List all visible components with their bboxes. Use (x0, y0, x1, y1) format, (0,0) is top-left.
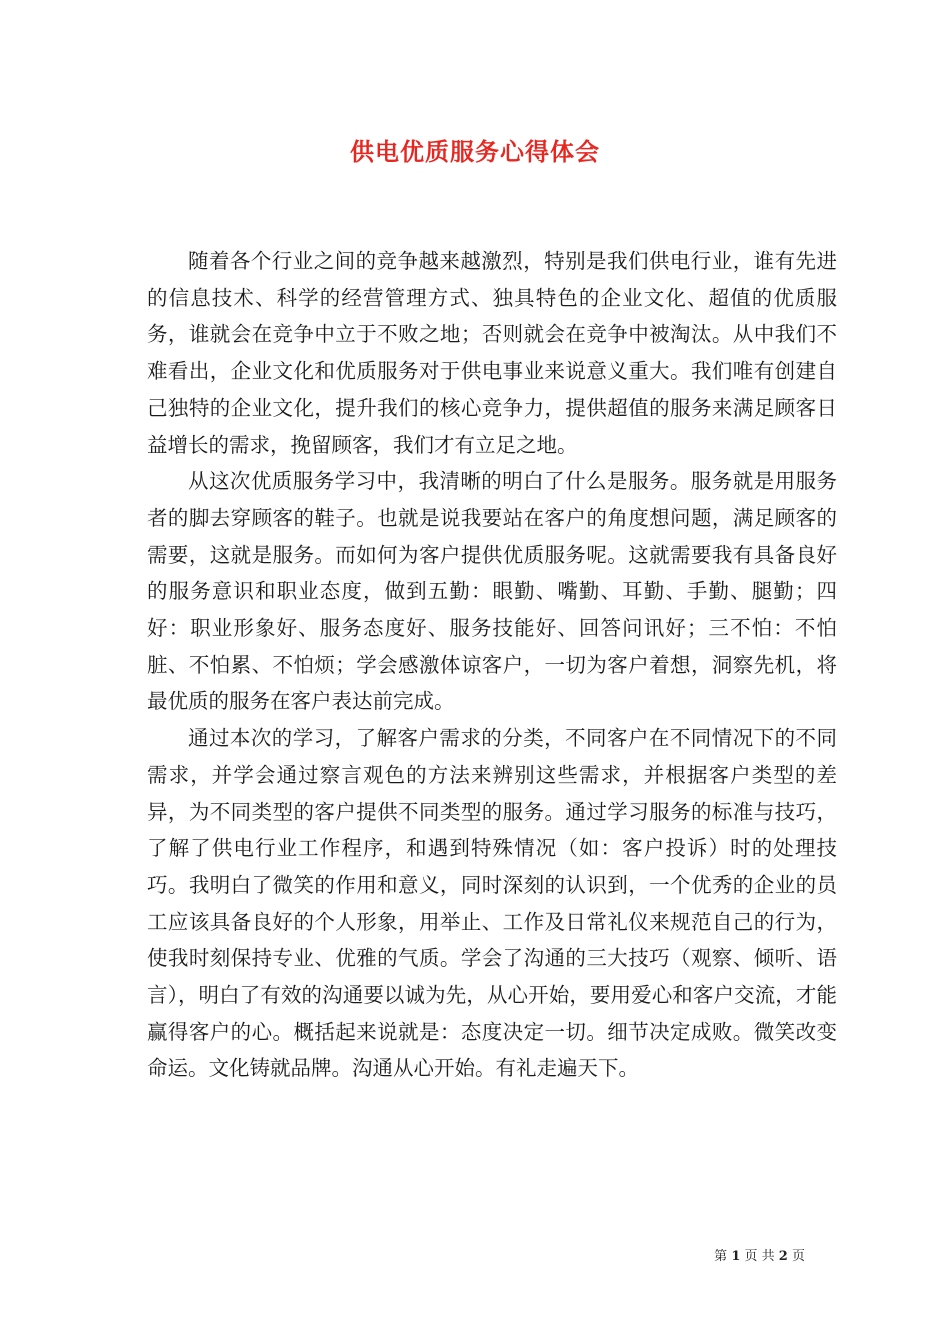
page-footer (714, 1245, 805, 1264)
paragraph-1: 随着各个行业之间的竞争越来越激烈，特别是我们供电行业，谁有先进的信息技术、科学的经营管理方式、独具特色的企业文化、超值的优质服务，谁就会在竞争中立于不败之地；否则就会在竞争中被淘汰。从中我们不难看出，企业文化和优质服务对于供电事业来说意义重大。我们唯有创建自己独特的企业文化，提升我们的核心竞争力，提供超值的服务来满足顾客日益增长的需求，挽留顾客，我们才有立足之地。 (147, 249, 837, 457)
footer-middle: 页 共 (744, 1249, 775, 1264)
document-title: 供电优质服务心得体会 (350, 137, 600, 166)
document-body (147, 243, 837, 1087)
paragraph-3: 通过本次的学习，了解客户需求的分类，不同客户在不同情况下的不同需求，并学会通过察言观色的方法来辨别这些需求，并根据客户类型的差异，为不同类型的客户提供不同类型的服务。通过学习服务的标准与技巧，了解了供电行业工作程序，和遇到特殊情况（如：客户投诉）时的处理技巧。我明白了微笑的作用和意义，同时深刻的认识到，一个优秀的企业的员工应该具备良好的个人形象，用举止、工作及日常礼仪来规范自己的行为，使我时刻保持专业、优雅的气质。学会了沟通的三大技巧（观察、倾听、语言），明白了有效的沟通要以诚为先，从心开始，要用爱心和客户交流，才能赢得客户的心。概括起来说就是：态度决定一切。细节决定成败。微笑改变命运。文化铸就品牌。沟通从心开始。有礼走遍天下。 (147, 726, 837, 1081)
footer-current-page: 1 (731, 1249, 741, 1264)
footer-prefix: 第 (714, 1249, 728, 1264)
paragraph-2: 从这次优质服务学习中，我清晰的明白了什么是服务。服务就是用服务者的脚去穿顾客的鞋子。也就是说我要站在客户的角度想问题，满足顾客的需要，这就是服务。而如何为客户提供优质服务呢。这就需要我有具备良好的服务意识和职业态度，做到五勤：眼勤、嘴勤、耳勤、手勤、腿勤；四好：职业形象好、服务态度好、服务技能好、回答问讯好；三不怕：不怕脏、不怕累、不怕烦；学会感激体谅客户，一切为客户着想，洞察先机，将最优质的服务在客户表达前完成。 (147, 469, 837, 714)
footer-total-pages: 2 (778, 1249, 788, 1264)
footer-suffix: 页 (791, 1249, 805, 1264)
